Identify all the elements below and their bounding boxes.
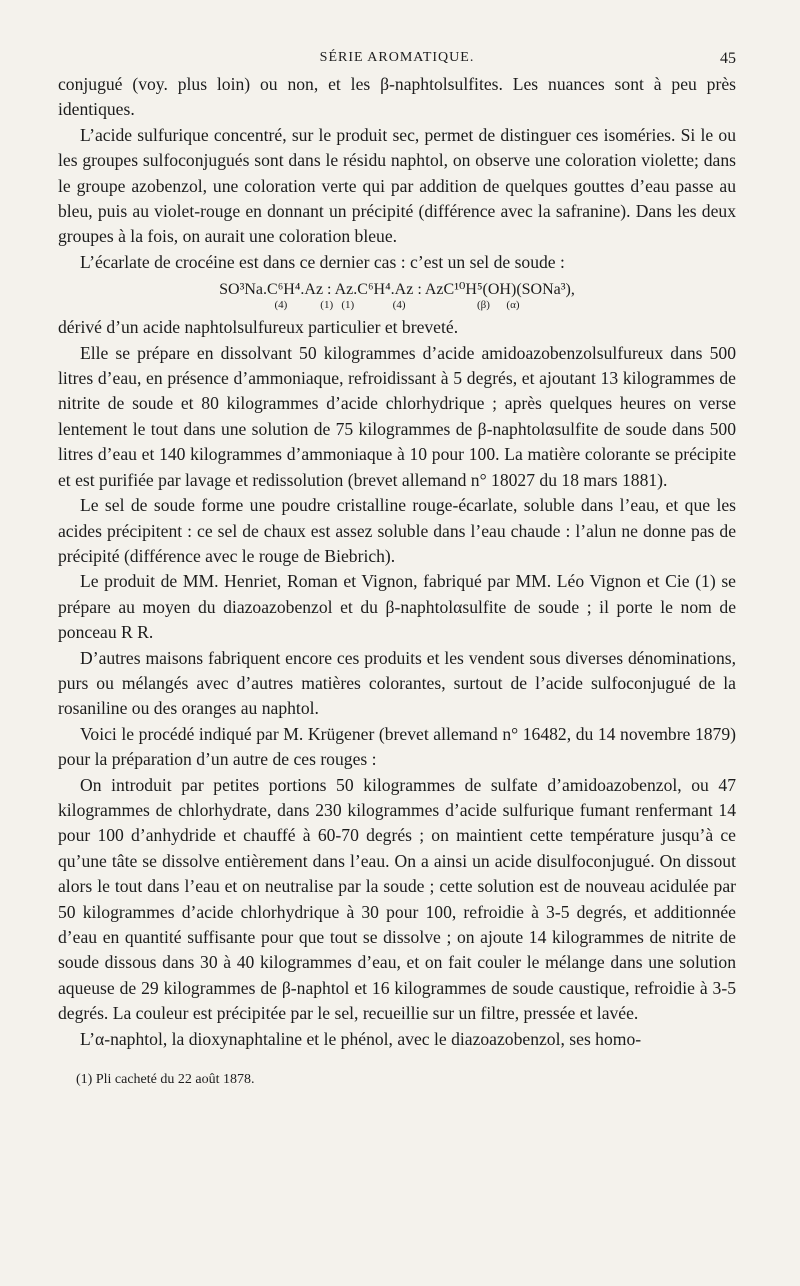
chemical-formula [58,281,736,311]
running-head [58,44,736,72]
paragraph: On introduit par petites portions 50 kilogrammes de sulfate d’amidoazobenzol, ou 47 kilogrammes de chlorhydrate, dans 230 kilogrammes d’acide sulfurique fumant renfermant 14 pour 100 d’anhydride et chauffé à 60-70 degrés ; on maintient cette température jusqu’à ce qu’une tâte se dissolve entièrement dans l’eau. On a ainsi un acide disulfoconjugué. On dissout alors le tout dans l’eau et on neutralise par la soude ; cette solution est de nouveau acidulée par 50 kilogrammes d’acide chlorhydrique à 30 pour 100, refroidie à 3-5 degrés, et additionnée d’eau en quantité suffisante pour que tout se dissolve ; on ajoute 14 kilogrammes de nitrite de soude dissous dans 30 à 40 kilogrammes d’eau, et on fait couler le mélange dans une solution aqueuse de 29 kilogrammes de β-naphtol et 16 kilogrammes de soude caustique, refroidie à 3-5 degrés. La couleur est précipitée par le sel, recueillie sur un filtre, pressée et lavée. [58,774,736,1024]
running-head-title: SÉRIE AROMATIQUE. [319,50,475,65]
paragraph: L’écarlate de crocéine est dans ce dernier cas : c’est un sel de soude : [80,251,565,272]
paragraph: L’α-naphtol, la dioxynaphtaline et le phénol, avec le diazoazobenzol, ses homo- [80,1028,642,1049]
formula-line: SO³Na.C⁶H⁴.Az : Az.C⁶H⁴.Az : AzC¹⁰H⁵(OH)(SONa³), [219,281,575,299]
paragraph: Voici le procédé indiqué par M. Krügener (brevet allemand n° 16482, du 14 novembre 1879) pour la préparation d’un autre de ces rouges : [58,723,736,770]
paragraph: Le sel de soude forme une poudre cristalline rouge-écarlate, soluble dans l’eau, et que les acides précipitent : ce sel de chaux est assez soluble dans l’eau chaude : l’alun ne donne pas de précipité (différence avec le rouge de Biebrich). [58,495,736,566]
formula-positions: (4) (1) (1) (4) (β) (α) [274,299,520,312]
page-number: 45 [720,50,736,67]
paragraph: Elle se prépare en dissolvant 50 kilogrammes d’acide amidoazobenzolsulfureux dans 500 litres d’eau, en présence d’ammoniaque, refroidissant à 5 degrés, et ajoutant 13 kilogrammes de nitrite de soude et 80 kilogrammes d’acide chlorhydrique ; après quelques heures on verse lentement le tout dans une solution de 75 kilogrammes de β-naphtolαsulfite de soude dans 500 litres d’eau et 140 kilogrammes d’ammoniaque à 10 pour 100. La matière colorante se précipite et est purifiée par lavage et redissolution (brevet allemand n° 18027 du 18 mars 1881). [58,342,736,490]
paragraph: conjugué (voy. plus loin) ou non, et les β-naphtolsulfites. Les nuances sont à peu près identiques. [58,74,736,120]
footnote: (1) Pli cacheté du 22 août 1878. [76,1072,255,1088]
paragraph: dérivé d’un acide naphtolsulfureux particulier et breveté. [58,317,459,338]
body-text [58,72,736,1052]
paragraph: D’autres maisons fabriquent encore ces produits et les vendent sous diverses dénominations, purs ou mélangés avec d’autres matières colorantes, surtout de l’acide sulfoconjugué de la rosaniline ou des oranges au naphtol. [58,647,736,719]
paragraph: Le produit de MM. Henriet, Roman et Vignon, fabriqué par MM. Léo Vignon et Cie (1) se prépare au moyen du diazoazobenzol et du β-naphtolαsulfite de soude ; il porte le nom de ponceau R R. [58,571,736,643]
paragraph: L’acide sulfurique concentré, sur le produit sec, permet de distinguer ces isoméries. Si le ou les groupes sulfoconjugués sont dans le résidu naphtol, on observe une coloration violette; dans le groupe azobenzol, une coloration verte qui par addition de quelques gouttes d’eau passe au bleu, puis au violet-rouge en donnant un précipité (différence avec la safranine). Dans les deux groupes à la fois, on aurait une coloration bleue. [58,124,736,247]
